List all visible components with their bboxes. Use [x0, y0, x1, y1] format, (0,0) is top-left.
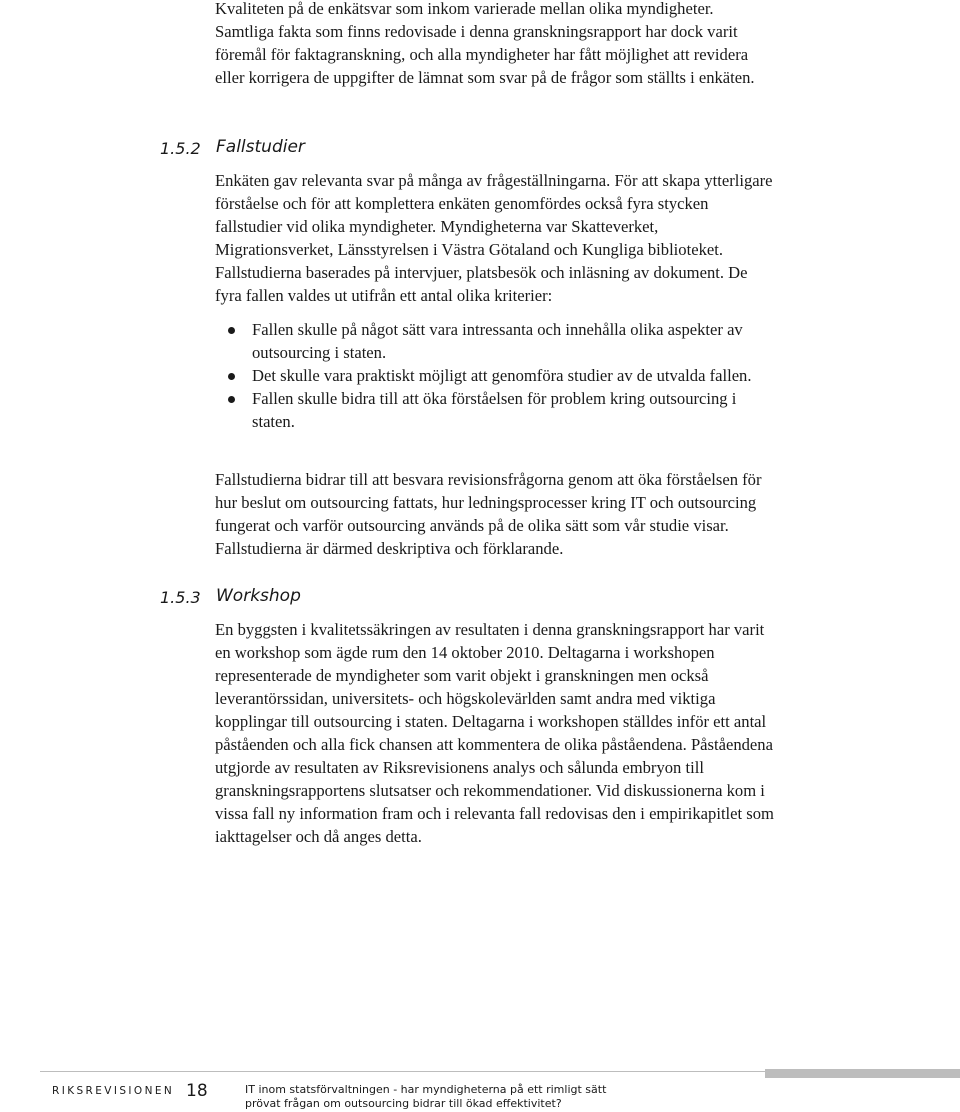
- intro-paragraph: Kvaliteten på de enkätsvar som inkom varierade mellan olika myndigheter. Samtliga fakta som finns redovisade i denna granskningsrapport har dock varit föremål för faktagranskning, och alla myndigheter har fått möjlighet att revidera eller korrigera de uppgifter de lämnat som svar på de frågor som ställts i enkäten.: [215, 0, 755, 87]
- list-item-text: Fallen skulle bidra till att öka förståelsen för problem kring outsourcing i staten.: [252, 389, 737, 431]
- criteria-list: [215, 318, 775, 433]
- fallstudier-paragraph-1: Enkäten gav relevanta svar på många av frågeställningarna. För att skapa ytterligare förståelse och för att komplettera enkäten genomfördes också fyra stycken fallstudier vid olika myndigheter. Myndigheterna var Skatteverket, Migrationsverket, Länsstyrelsen i Västra Götaland och Kungliga biblioteket. Fallstudierna baserades på intervjuer, platsbesök och inläsning av dokument. De fyra fallen valdes ut utifrån ett antal olika kriterier:: [215, 171, 773, 305]
- footer-rule-accent: [765, 1069, 960, 1078]
- bullet-icon: [228, 373, 235, 380]
- footer-title-line-1: IT inom statsförvaltningen - har myndigheterna på ett rimligt sätt: [245, 1083, 607, 1096]
- list-item-text: Det skulle vara praktiskt möjligt att genomföra studier av de utvalda fallen.: [252, 366, 752, 385]
- footer-rule: [40, 1071, 765, 1072]
- bullet-icon: [228, 327, 235, 334]
- section-title-fallstudier: Fallstudier: [216, 137, 305, 157]
- section-number-1-5-3: 1.5.3: [160, 588, 201, 607]
- list-item: [215, 387, 775, 433]
- footer-title-line-2: prövat frågan om outsourcing bidrar till ökad effektivitet?: [245, 1097, 562, 1110]
- footer-organization: RIKSREVISIONEN: [52, 1085, 175, 1097]
- section-number-1-5-2: 1.5.2: [160, 139, 201, 158]
- list-item: [215, 318, 775, 364]
- list-item-text: Fallen skulle på något sätt vara intressanta och innehålla olika aspekter av outsourcing i staten.: [252, 320, 743, 362]
- list-item: [215, 364, 775, 387]
- workshop-paragraph: En byggsten i kvalitetssäkringen av resultaten i denna granskningsrapport har varit en workshop som ägde rum den 14 oktober 2010. Deltagarna i workshopen representerade de myndigheter som varit objekt i granskningen men också leverantörssidan, universitets- och högskolevärlden samt andra med viktiga kopplingar till outsourcing i staten. Deltagarna i workshopen ställdes inför ett antal påståenden och alla fick chansen att kommentera de olika påståendena. Påståendena utgjorde av resultaten av Riksrevisionens analys och sålunda embryon till granskningsrapportens slutsatser och rekommendationer. Vid diskussionerna kom i vissa fall ny information fram och i relevanta fall redovisas den i empirikapitlet som iakttagelser och då anges detta.: [215, 620, 774, 846]
- bullet-icon: [228, 396, 235, 403]
- page-number: 18: [186, 1081, 208, 1101]
- fallstudier-paragraph-2: Fallstudierna bidrar till att besvara revisionsfrågorna genom att öka förståelsen för hur beslut om outsourcing fattats, hur ledningsprocesser kring IT och outsourcing fungerat och varför outsourcing används på de olika sätt som vår studie visar. Fallstudierna är därmed deskriptiva och förklarande.: [215, 470, 762, 558]
- footer-report-title: [245, 1083, 665, 1111]
- section-title-workshop: Workshop: [216, 586, 301, 606]
